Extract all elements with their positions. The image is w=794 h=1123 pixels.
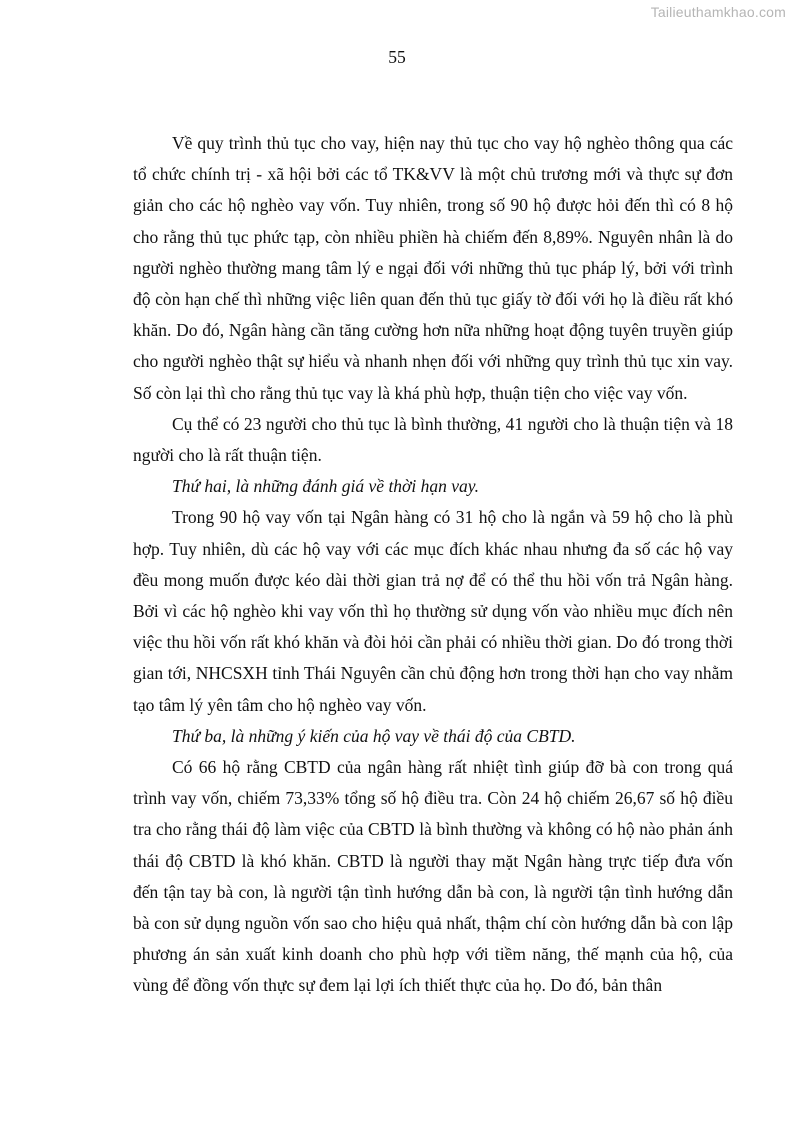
heading-officer-attitude: Thứ ba, là những ý kiến của hộ vay về thái độ của CBTD. [172,725,576,746]
watermark: Tailieuthamkhao.com [650,4,786,20]
paragraph-loan-procedure: Về quy trình thủ tục cho vay, hiện nay thủ tục cho vay hộ nghèo thông qua các tổ chức chính trị - xã hội bởi các tổ TK&VV là một chủ trương mới và thực sự đơn giản cho các hộ nghèo vay vốn. Tuy nhiên, trong số 90 hộ được hỏi đến thì có 8 hộ cho rằng thủ tục phức tạp, còn nhiều phiền hà chiếm đến 8,89%. Nguyên nhân là do người nghèo thường mang tâm lý e ngại đối với những thủ tục pháp lý, bởi với trình độ còn hạn chế thì những việc liên quan đến thủ tục giấy tờ đối với họ là điều rất khó khăn. Do đó, Ngân hàng cần tăng cường hơn nữa những hoạt động tuyên truyền giúp cho người nghèo thật sự hiểu và nhanh nhẹn đối với những quy trình thủ tục xin vay. Số còn lại thì cho rằng thủ tục vay là khá phù hợp, thuận tiện cho việc vay vốn. [133,133,733,403]
paragraph-officer-attitude: Có 66 hộ rằng CBTD của ngân hàng rất nhiệt tình giúp đỡ bà con trong quá trình vay vốn, chiếm 73,33% tổng số hộ điều tra. Còn 24 hộ chiếm 26,67 số hộ điều tra cho rằng thái độ làm việc của CBTD là bình thường và không có hộ nào phản ánh thái độ CBTD là khó khăn. CBTD là người thay mặt Ngân hàng trực tiếp đưa vốn đến tận tay bà con, là người tận tình hướng dẫn bà con, là người tận tình hướng dẫn bà con sử dụng nguồn vốn sao cho hiệu quả nhất, thậm chí còn hướng dẫn bà con lập phương án sản xuất kinh doanh cho phù hợp với tiềm năng, thế mạnh của hộ, của vùng để đồng vốn thực sự đem lại lợi ích thiết thực của họ. Do đó, bản thân [133,757,733,996]
paragraph-procedure-details: Cụ thể có 23 người cho thủ tục là bình thường, 41 người cho là thuận tiện và 18 người cho là rất thuận tiện. [133,413,733,466]
page-number: 55 [388,47,406,67]
heading-loan-term: Thứ hai, là những đánh giá về thời hạn vay. [172,476,479,497]
paragraph-loan-term: Trong 90 hộ vay vốn tại Ngân hàng có 31 hộ cho là ngắn và 59 hộ cho là phù hợp. Tuy nhiên, dù các hộ vay với các mục đích khác nhau nhưng đa số các hộ vay đều mong muốn được kéo dài thời gian trả nợ để có thể thu hồi vốn trả Ngân hàng. Bởi vì các hộ nghèo khi vay vốn thì họ thường sử dụng vốn vào nhiều mục đích nên việc thu hồi vốn rất khó khăn và đòi hỏi cần phải có nhiều thời gian. Do đó trong thời gian tới, NHCSXH tỉnh Thái Nguyên cần chủ động hơn trong thời hạn cho vay nhằm tạo tâm lý yên tâm cho hộ nghèo vay vốn. [133,507,733,715]
document-body [133,128,733,1002]
